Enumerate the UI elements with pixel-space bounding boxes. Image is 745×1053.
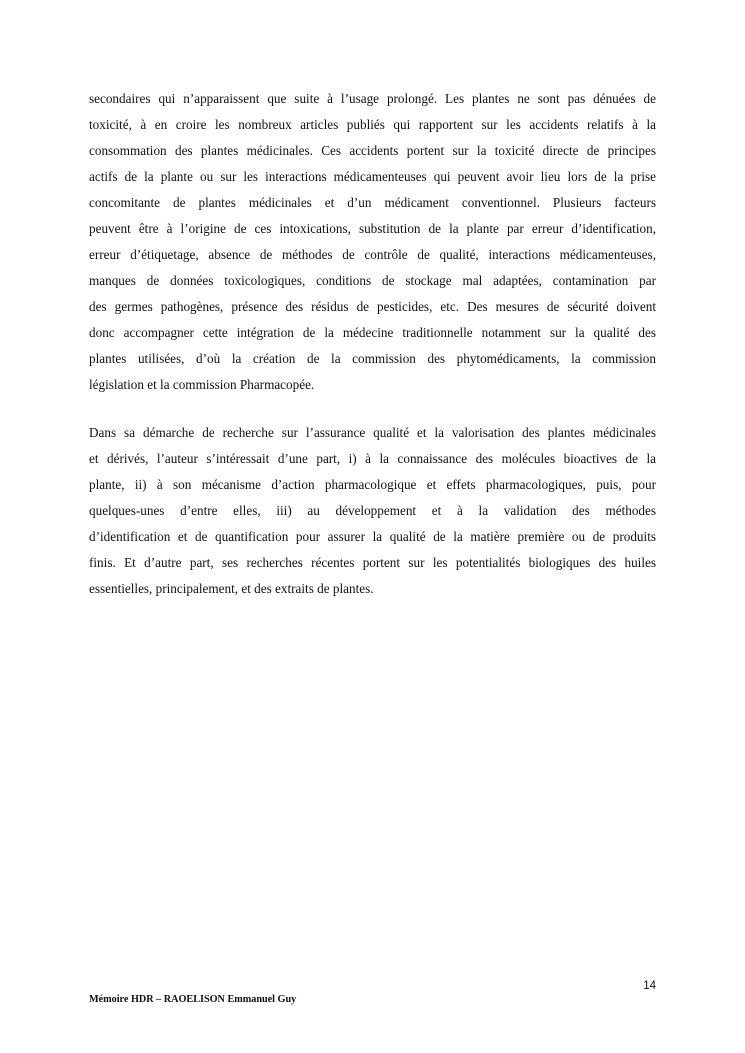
text-line: actifs de la plante ou sur les interactions médicamenteuses qui peuvent avoir lieu lors de la prise xyxy=(89,169,656,184)
text-line: essentielles, principalement, et des extraits de plantes. xyxy=(89,581,374,596)
text-line: d’identification et de quantification pour assurer la qualité de la matière première ou de produits xyxy=(89,529,656,544)
text-line: finis. Et d’autre part, ses recherches récentes portent sur les potentialités biologiques des huiles xyxy=(89,555,656,570)
text-line: manques de données toxicologiques, conditions de stockage mal adaptées, contamination par xyxy=(89,273,656,288)
paragraph-research-approach xyxy=(89,423,656,605)
text-line: erreur d’étiquetage, absence de méthodes de contrôle de qualité, interactions médicamenteuses, xyxy=(89,247,656,262)
text-line: consommation des plantes médicinales. Ces accidents portent sur la toxicité directe de principes xyxy=(89,143,656,158)
text-line: législation et la commission Pharmacopée. xyxy=(89,377,315,392)
text-line: et dérivés, l’auteur s’intéressait d’une part, i) à la connaissance des molécules bioactives de la xyxy=(89,451,656,466)
text-line: plantes utilisées, d’où la création de la commission des phytomédicaments, la commission xyxy=(89,351,656,366)
paragraph-plant-toxicity xyxy=(89,89,656,401)
page-number: 14 xyxy=(643,980,656,992)
text-line: concomitante de plantes médicinales et d’un médicament conventionnel. Plusieurs facteurs xyxy=(89,195,656,210)
text-line: quelques-unes d’entre elles, iii) au développement et à la validation des méthodes xyxy=(89,503,656,518)
footer-title: Mémoire HDR – RAOELISON Emmanuel Guy xyxy=(89,994,297,1005)
text-line: Dans sa démarche de recherche sur l’assurance qualité et la valorisation des plantes médicinales xyxy=(89,425,656,440)
text-line: secondaires qui n’apparaissent que suite à l’usage prolongé. Les plantes ne sont pas dénuées de xyxy=(89,91,656,106)
text-line: donc accompagner cette intégration de la médecine traditionnelle notamment sur la qualité des xyxy=(89,325,656,340)
text-line: peuvent être à l’origine de ces intoxications, substitution de la plante par erreur d’identification, xyxy=(89,221,656,236)
text-line: des germes pathogènes, présence des résidus de pesticides, etc. Des mesures de sécurité doivent xyxy=(89,299,656,314)
text-line: plante, ii) à son mécanisme d’action pharmacologique et effets pharmacologiques, puis, pour xyxy=(89,477,656,492)
text-line: toxicité, à en croire les nombreux articles publiés qui rapportent sur les accidents relatifs à la xyxy=(89,117,656,132)
